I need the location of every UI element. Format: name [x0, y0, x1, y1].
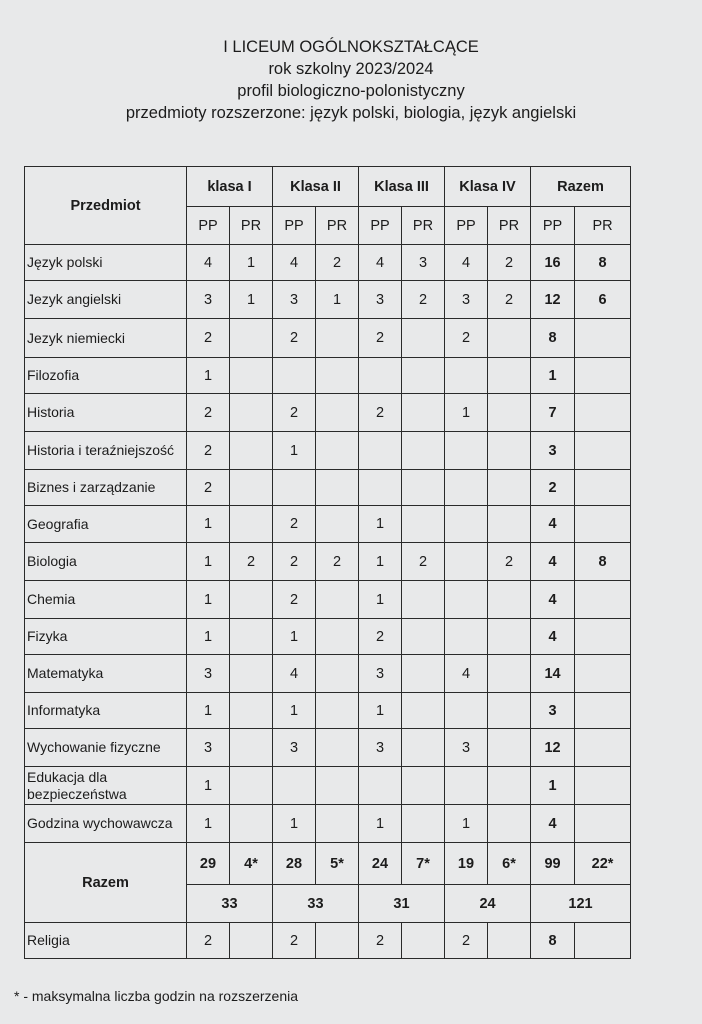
hours-cell	[575, 805, 631, 843]
total-cell: 29	[187, 843, 230, 885]
hours-cell: 2	[273, 506, 316, 543]
hours-cell: 4	[359, 245, 402, 281]
hours-cell	[575, 619, 631, 655]
hours-cell	[230, 319, 273, 358]
hours-cell: 2	[187, 923, 230, 959]
hours-cell	[316, 506, 359, 543]
hours-cell	[445, 767, 488, 805]
subject-name: Chemia	[25, 581, 187, 619]
hours-cell	[575, 923, 631, 959]
class-header: Razem	[531, 167, 631, 207]
hours-cell: 1	[273, 693, 316, 729]
hours-cell	[488, 767, 531, 805]
hours-cell	[445, 470, 488, 506]
hours-cell: 3	[402, 245, 445, 281]
hours-cell: 8	[531, 319, 575, 358]
hours-cell: 3	[445, 729, 488, 767]
total-cell: 24	[359, 843, 402, 885]
total-cell: 6*	[488, 843, 531, 885]
hours-cell: 4	[531, 619, 575, 655]
hours-cell	[230, 619, 273, 655]
hours-cell	[575, 729, 631, 767]
class-sum-cell: 31	[359, 885, 445, 923]
hours-cell: 2	[402, 281, 445, 319]
hours-cell: 7	[531, 394, 575, 432]
profile-name: profil biologiczno-polonistyczny	[237, 82, 465, 100]
hours-cell	[575, 470, 631, 506]
hours-cell	[575, 767, 631, 805]
hours-cell: 4	[531, 506, 575, 543]
hours-type-header: PP	[531, 207, 575, 245]
subject-row	[25, 543, 631, 581]
header-row-classes	[25, 167, 631, 207]
total-cell: 22*	[575, 843, 631, 885]
hours-type-header: PP	[273, 207, 316, 245]
class-header: klasa I	[187, 167, 273, 207]
hours-cell	[575, 506, 631, 543]
subject-row	[25, 693, 631, 729]
hours-cell: 1	[359, 581, 402, 619]
hours-cell	[402, 470, 445, 506]
subject-name: Historia	[25, 394, 187, 432]
total-cell: 28	[273, 843, 316, 885]
hours-cell	[402, 805, 445, 843]
hours-cell: 2	[273, 394, 316, 432]
hours-cell: 8	[531, 923, 575, 959]
hours-cell: 4	[273, 245, 316, 281]
hours-cell: 4	[187, 245, 230, 281]
hours-cell	[316, 923, 359, 959]
hours-cell: 1	[187, 581, 230, 619]
class-header: Klasa IV	[445, 167, 531, 207]
hours-cell	[316, 693, 359, 729]
hours-cell	[402, 581, 445, 619]
hours-cell	[316, 432, 359, 470]
hours-cell	[488, 655, 531, 693]
hours-cell	[575, 358, 631, 394]
hours-cell: 2	[273, 923, 316, 959]
hours-cell: 2	[187, 394, 230, 432]
hours-cell: 1	[187, 506, 230, 543]
hours-cell	[230, 693, 273, 729]
school-year: rok szkolny 2023/2024	[268, 60, 434, 78]
hours-cell: 1	[445, 805, 488, 843]
hours-cell: 2	[359, 923, 402, 959]
hours-cell	[230, 394, 273, 432]
subject-name: Jezyk angielski	[25, 281, 187, 319]
hours-cell: 4	[445, 655, 488, 693]
hours-cell: 2	[316, 543, 359, 581]
hours-cell	[273, 767, 316, 805]
class-header: Klasa II	[273, 167, 359, 207]
totals-row	[25, 843, 631, 885]
hours-cell	[316, 394, 359, 432]
hours-cell: 3	[273, 281, 316, 319]
subject-name: Informatyka	[25, 693, 187, 729]
class-sum-cell: 24	[445, 885, 531, 923]
subject-row	[25, 805, 631, 843]
hours-cell	[316, 319, 359, 358]
subject-row	[25, 319, 631, 358]
subject-name: Biologia	[25, 543, 187, 581]
subject-name: Wychowanie fizyczne	[25, 729, 187, 767]
hours-cell	[316, 358, 359, 394]
hours-cell: 4	[531, 581, 575, 619]
subject-row	[25, 581, 631, 619]
hours-type-header: PR	[488, 207, 531, 245]
hours-cell	[230, 923, 273, 959]
hours-cell: 1	[230, 245, 273, 281]
subject-name: Matematyka	[25, 655, 187, 693]
hours-cell	[488, 805, 531, 843]
hours-cell	[575, 655, 631, 693]
hours-cell	[316, 470, 359, 506]
class-sum-cell: 121	[531, 885, 631, 923]
subject-row	[25, 470, 631, 506]
hours-cell: 2	[488, 281, 531, 319]
hours-cell	[316, 729, 359, 767]
hours-cell	[445, 619, 488, 655]
hours-cell: 3	[445, 281, 488, 319]
hours-cell: 3	[187, 281, 230, 319]
subject-row	[25, 729, 631, 767]
hours-cell: 8	[575, 245, 631, 281]
hours-cell	[488, 358, 531, 394]
hours-cell: 1	[445, 394, 488, 432]
hours-cell	[402, 693, 445, 729]
total-cell: 5*	[316, 843, 359, 885]
hours-cell: 1	[187, 619, 230, 655]
hours-cell	[488, 619, 531, 655]
hours-cell	[575, 581, 631, 619]
subject-row	[25, 432, 631, 470]
totals-label: Razem	[25, 843, 187, 923]
hours-cell: 2	[445, 319, 488, 358]
hours-cell: 6	[575, 281, 631, 319]
hours-type-header: PR	[316, 207, 359, 245]
hours-cell	[316, 581, 359, 619]
hours-cell	[230, 470, 273, 506]
hours-cell	[230, 655, 273, 693]
hours-cell: 1	[531, 767, 575, 805]
document-header	[0, 36, 702, 124]
hours-cell: 1	[187, 358, 230, 394]
hours-cell	[230, 581, 273, 619]
hours-cell	[316, 619, 359, 655]
hours-cell: 1	[273, 619, 316, 655]
hours-cell: 4	[445, 245, 488, 281]
hours-cell: 1	[230, 281, 273, 319]
hours-cell	[575, 432, 631, 470]
subject-name: Historia i teraźniejszość	[25, 432, 187, 470]
hours-cell: 14	[531, 655, 575, 693]
hours-type-header: PP	[187, 207, 230, 245]
class-sum-cell: 33	[273, 885, 359, 923]
hours-type-header: PR	[230, 207, 273, 245]
hours-cell: 12	[531, 729, 575, 767]
hours-cell: 1	[359, 693, 402, 729]
extended-subjects: przedmioty rozszerzone: język polski, biologia, język angielski	[125, 104, 577, 122]
hours-cell	[445, 581, 488, 619]
hours-cell: 1	[359, 805, 402, 843]
hours-cell: 1	[273, 432, 316, 470]
hours-cell	[575, 319, 631, 358]
hours-cell: 2	[445, 923, 488, 959]
timetable-plan	[24, 166, 631, 959]
hours-cell: 2	[187, 319, 230, 358]
hours-cell: 2	[230, 543, 273, 581]
hours-cell	[488, 581, 531, 619]
hours-cell: 1	[187, 693, 230, 729]
subject-row	[25, 281, 631, 319]
hours-cell: 2	[316, 245, 359, 281]
hours-cell: 12	[531, 281, 575, 319]
hours-cell: 2	[359, 319, 402, 358]
hours-cell: 3	[359, 655, 402, 693]
subject-row	[25, 655, 631, 693]
hours-cell	[359, 432, 402, 470]
hours-cell	[488, 319, 531, 358]
hours-cell	[359, 767, 402, 805]
hours-cell	[575, 394, 631, 432]
hours-type-header: PP	[445, 207, 488, 245]
subject-name: Fizyka	[25, 619, 187, 655]
total-cell: 19	[445, 843, 488, 885]
hours-cell	[488, 432, 531, 470]
subject-name: Filozofia	[25, 358, 187, 394]
hours-cell: 2	[488, 245, 531, 281]
hours-cell: 3	[359, 281, 402, 319]
hours-cell	[273, 470, 316, 506]
hours-cell	[230, 805, 273, 843]
hours-cell: 1	[359, 506, 402, 543]
hours-cell	[445, 432, 488, 470]
hours-cell: 3	[359, 729, 402, 767]
subject-row	[25, 619, 631, 655]
religion-row	[25, 923, 631, 959]
hours-cell: 1	[531, 358, 575, 394]
hours-cell	[230, 767, 273, 805]
hours-cell	[402, 394, 445, 432]
hours-type-header: PR	[575, 207, 631, 245]
hours-cell	[402, 358, 445, 394]
hours-cell	[316, 655, 359, 693]
subject-row	[25, 358, 631, 394]
hours-cell	[445, 543, 488, 581]
hours-cell: 2	[531, 470, 575, 506]
hours-cell: 2	[359, 394, 402, 432]
hours-cell: 3	[187, 729, 230, 767]
hours-cell	[230, 506, 273, 543]
hours-cell: 4	[531, 543, 575, 581]
subject-row	[25, 506, 631, 543]
subject-name: Godzina wychowawcza	[25, 805, 187, 843]
subject-name: Edukacja dla bezpieczeństwa	[25, 767, 187, 805]
hours-type-header: PR	[402, 207, 445, 245]
subject-row	[25, 245, 631, 281]
hours-cell	[359, 470, 402, 506]
hours-cell: 2	[402, 543, 445, 581]
hours-cell	[273, 358, 316, 394]
hours-cell	[230, 358, 273, 394]
hours-cell	[402, 655, 445, 693]
hours-cell: 16	[531, 245, 575, 281]
hours-cell: 2	[273, 319, 316, 358]
hours-cell: 4	[531, 805, 575, 843]
hours-cell	[316, 805, 359, 843]
hours-cell	[402, 319, 445, 358]
hours-cell: 1	[187, 543, 230, 581]
hours-cell: 1	[187, 767, 230, 805]
total-cell: 4*	[230, 843, 273, 885]
subject-row	[25, 767, 631, 805]
subject-header: Przedmiot	[25, 167, 187, 245]
hours-cell: 4	[273, 655, 316, 693]
hours-cell: 1	[359, 543, 402, 581]
hours-cell: 1	[316, 281, 359, 319]
hours-cell: 2	[187, 432, 230, 470]
subject-name: Geografia	[25, 506, 187, 543]
hours-cell	[488, 506, 531, 543]
hours-cell: 2	[187, 470, 230, 506]
hours-cell	[359, 358, 402, 394]
hours-cell: 1	[187, 805, 230, 843]
hours-cell: 2	[273, 581, 316, 619]
hours-cell	[445, 506, 488, 543]
footnote: * - maksymalna liczba godzin na rozszerzenia	[14, 988, 299, 1004]
class-header: Klasa III	[359, 167, 445, 207]
total-cell: 99	[531, 843, 575, 885]
hours-cell	[488, 693, 531, 729]
hours-cell: 2	[359, 619, 402, 655]
subject-row	[25, 394, 631, 432]
hours-cell	[402, 767, 445, 805]
hours-cell: 3	[531, 693, 575, 729]
hours-cell	[488, 394, 531, 432]
hours-cell	[402, 432, 445, 470]
hours-cell	[575, 693, 631, 729]
hours-cell	[488, 470, 531, 506]
hours-cell	[445, 693, 488, 729]
subject-name: Jezyk niemiecki	[25, 319, 187, 358]
hours-cell	[402, 506, 445, 543]
class-sum-cell: 33	[187, 885, 273, 923]
hours-cell	[402, 923, 445, 959]
school-name: I LICEUM OGÓLNOKSZTAŁCĄCE	[223, 38, 479, 56]
subject-name: Język polski	[25, 245, 187, 281]
total-cell: 7*	[402, 843, 445, 885]
hours-cell: 3	[531, 432, 575, 470]
hours-cell	[316, 767, 359, 805]
hours-cell	[488, 923, 531, 959]
hours-cell: 1	[273, 805, 316, 843]
hours-cell	[230, 432, 273, 470]
subject-name: Religia	[25, 923, 187, 959]
hours-cell	[402, 619, 445, 655]
hours-cell	[445, 358, 488, 394]
hours-cell: 3	[273, 729, 316, 767]
hours-cell: 8	[575, 543, 631, 581]
hours-cell: 2	[488, 543, 531, 581]
subject-name: Biznes i zarządzanie	[25, 470, 187, 506]
hours-cell	[230, 729, 273, 767]
hours-cell	[488, 729, 531, 767]
hours-cell: 3	[187, 655, 230, 693]
hours-cell	[402, 729, 445, 767]
hours-type-header: PP	[359, 207, 402, 245]
hours-cell: 2	[273, 543, 316, 581]
